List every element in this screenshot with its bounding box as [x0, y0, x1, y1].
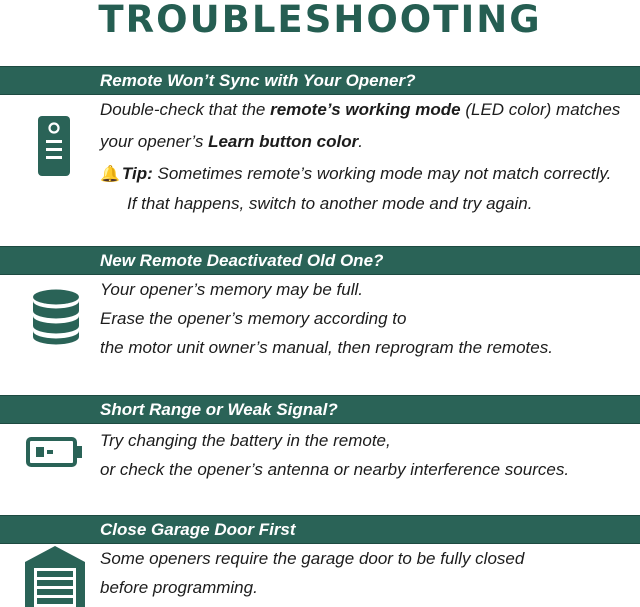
section-heading: New Remote Deactivated Old One?: [100, 251, 384, 270]
page-title: TROUBLESHOOTING: [98, 0, 542, 41]
tip-line: 🔔 Tip: Sometimes remote’s working mode may not match correctly.: [100, 164, 612, 183]
section-header: [0, 246, 640, 275]
section-body: [100, 275, 630, 362]
bell-icon: 🔔: [100, 166, 120, 183]
section-remote-sync: [0, 66, 640, 213]
section-close-door: [0, 515, 640, 597]
section-header: [0, 395, 640, 424]
body-line: Erase the opener’s memory according to: [100, 309, 407, 328]
body-line: before programming.: [100, 578, 258, 597]
garage-door-icon: [25, 546, 85, 607]
section-heading: Short Range or Weak Signal?: [100, 400, 338, 419]
section-header: [0, 515, 640, 544]
body-line: Try changing the battery in the remote,: [100, 431, 391, 450]
section-body: [100, 426, 630, 484]
remote-control-icon: [37, 115, 71, 177]
tip-label: Tip:: [121, 164, 153, 183]
section-short-range: [0, 395, 640, 479]
section-header: [0, 66, 640, 95]
body-line: or check the opener’s antenna or nearby interference sources.: [100, 460, 570, 479]
body-line: the motor unit owner’s manual, then reprogram the remotes.: [100, 338, 553, 357]
section-heading: Close Garage Door First: [100, 520, 296, 539]
body-line: your opener’s Learn button color.: [100, 132, 363, 151]
body-line: Your opener’s memory may be full.: [100, 280, 363, 299]
battery-icon: [26, 437, 84, 467]
database-icon: [32, 289, 80, 345]
body-line: Double-check that the remote’s working mode (LED color) matches: [100, 100, 621, 119]
section-deactivated: [0, 246, 640, 357]
section-body: [100, 95, 630, 218]
section-heading: Remote Won’t Sync with Your Opener?: [100, 71, 416, 90]
tip-line: If that happens, switch to another mode and try again.: [127, 194, 533, 213]
section-body: [100, 544, 630, 602]
body-line: Some openers require the garage door to be fully closed: [100, 549, 525, 568]
